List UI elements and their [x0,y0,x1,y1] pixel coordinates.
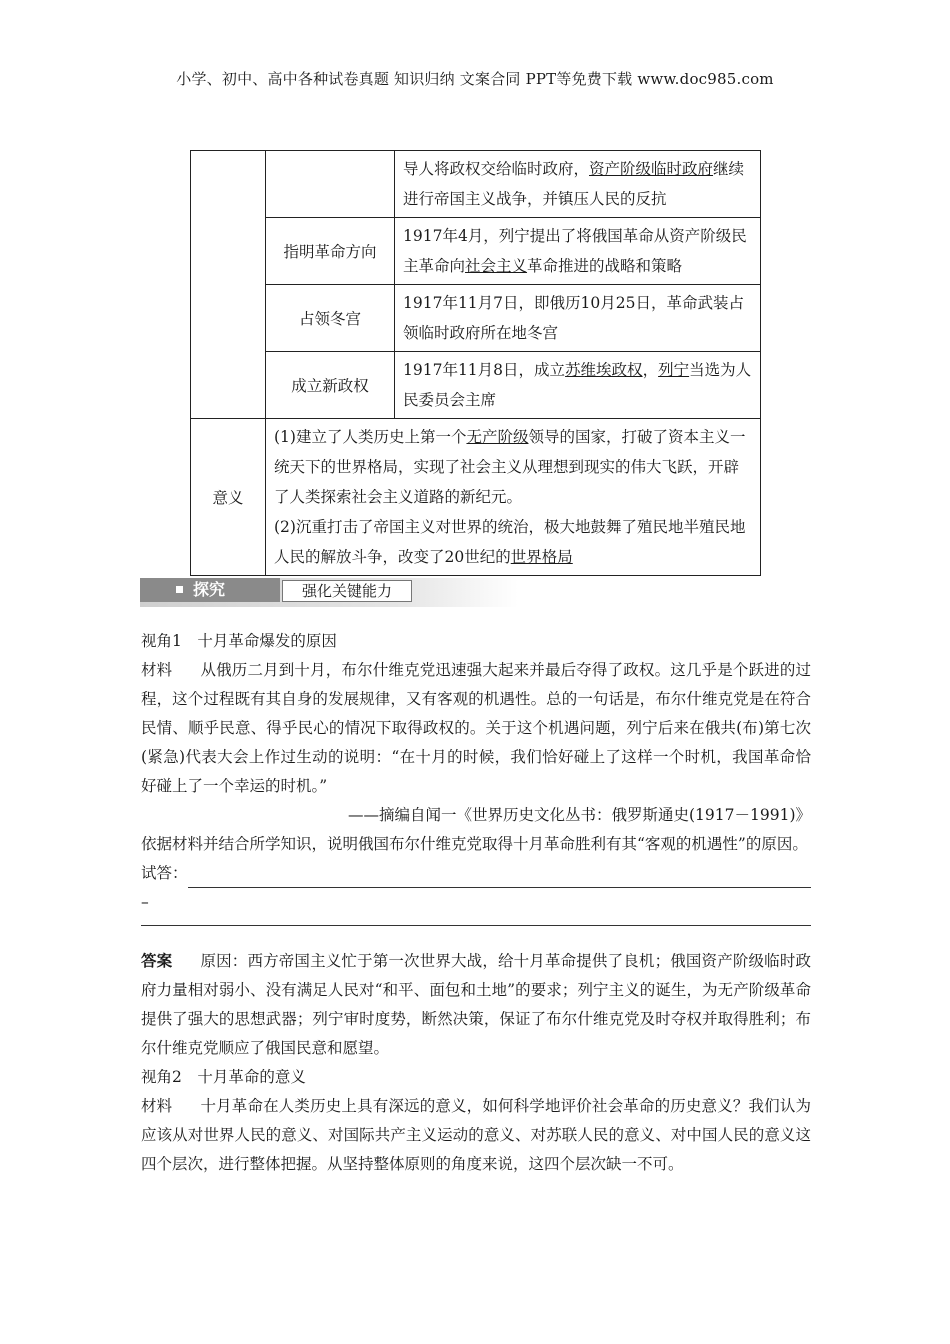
material-label: 材料 [141,661,173,679]
answer-text: 原因：西方帝国主义忙于第一次世界大战，给十月革命提供了良机；俄国资产阶级临时政府力量相对弱小、没有满足人民对“和平、面包和土地”的要求；列宁主义的诞生，为无产阶级革命提供了强大的思想武器；列宁审时度势，断然决策，保证了布尔什维克党及时夺权并取得胜利；布尔什维克党顺应了俄国民意和愿望。 [141,952,811,1057]
table-row [191,218,761,285]
answer-blank-line[interactable] [141,925,811,942]
table-cell: 1917年11月7日，即俄历10月25日，革命武装占领临时政府所在地冬宫 [395,285,761,352]
page-header: 小学、初中、高中各种试卷真题 知识归纳 文案合同 PPT等免费下载 www.doc985.com [176,70,774,88]
section2-material [141,1092,811,1179]
table-cell-empty [266,151,395,218]
section1-heading: 视角1 十月革命爆发的原因 [141,632,337,650]
table-row [191,352,761,419]
underlined-keyword: 苏维埃政权 [565,361,643,379]
table-cell [395,352,761,419]
section1-material [141,656,811,801]
banner-dark-tab [140,578,280,602]
revolution-table [190,150,761,576]
meaning-cell [266,419,761,576]
answer-label: 答案 [141,951,173,970]
question-text: 依据材料并结合所学知识，说明俄国布尔什维克党取得十月革命胜利有其“客观的机遇性”的原因。 [141,835,808,853]
cell-text: 导人将政权交给临时政府， [403,160,590,178]
underlined-keyword: 列宁 [658,361,690,379]
underlined-keyword: 无产阶级 [466,428,529,446]
answer-line [141,859,811,888]
source-citation: ——摘编自闻一《世界历史文化丛书：俄罗斯通史(1917－1991)》 [348,806,811,824]
content-body [141,627,811,1179]
cell-text: 当选为人民委员会主席 [403,361,752,409]
table-cell [395,218,761,285]
table-cell-empty [191,151,266,419]
answer-blank[interactable] [188,867,811,888]
underlined-keyword: 资产阶级临时政府 [589,160,714,178]
section2-heading: 视角2 十月革命的意义 [141,1068,306,1086]
table-cell [395,151,761,218]
section-banner [140,578,518,607]
row-label: 占领冬宫 [266,285,395,352]
underlined-keyword: 社会主义 [465,257,528,275]
stray-dash: – [141,893,149,911]
table-row [191,151,761,218]
table-row [191,285,761,352]
cell-text: (2)沉重打击了帝国主义对世界的统治，极大地鼓舞了殖民地半殖民地人民的解放斗争，改变了20世纪的 [274,518,746,566]
row-label-meaning: 意义 [191,419,266,576]
cell-text: 1917年4月，列宁提出了将俄国革命从资产阶级民主革命向 [403,227,747,275]
cell-text: 1917年11月8日，成立 [403,361,566,379]
cell-text: 革命推进的战略和策略 [527,257,683,275]
cell-text: ， [642,361,659,379]
answer-prompt: 试答： [141,864,188,882]
material-label: 材料 [141,1097,173,1115]
cell-text: (1)建立了人类历史上第一个 [274,428,467,446]
banner-light-tab: 强化关键能力 [282,580,412,602]
cell-text: 继续进行帝国主义战争，并镇压人民的反抗 [403,160,745,208]
underlined-keyword: 世界格局 [510,548,573,566]
answer-block [141,946,811,1063]
cell-text: 领导的国家，打破了资本主义一统天下的世界格局，实现了社会主义从理想到现实的伟大飞跃，开辟了人类探索社会主义道路的新纪元。 [274,428,746,506]
table-row [191,419,761,576]
square-bullet-icon [176,586,183,593]
row-label: 成立新政权 [266,352,395,419]
banner-left-label: 探究 [193,580,226,599]
material-text: 从俄历二月到十月，布尔什维克党迅速强大起来并最后夺得了政权。这几乎是个跃进的过程，这个过程既有其自身的发展规律，又有客观的机遇性。总的一句话是，布尔什维克党是在符合民情、顺乎民意、得乎民心的情况下取得政权的。关于这个机遇问题，列宁后来在俄共(布)第七次(紧急)代表大会上作过生动的说明：“在十月的时候，我们恰好碰上了这样一个时机，我国革命恰好碰上了一个幸运的时机。” [141,661,811,795]
material-text: 十月革命在人类历史上具有深远的意义，如何科学地评价社会革命的历史意义？我们认为应该从对世界人民的意义、对国际共产主义运动的意义、对苏联人民的意义、对中国人民的意义这四个层次，进行整体把握。从坚持整体原则的角度来说，这四个层次缺一不可。 [141,1097,811,1173]
row-label: 指明革命方向 [266,218,395,285]
